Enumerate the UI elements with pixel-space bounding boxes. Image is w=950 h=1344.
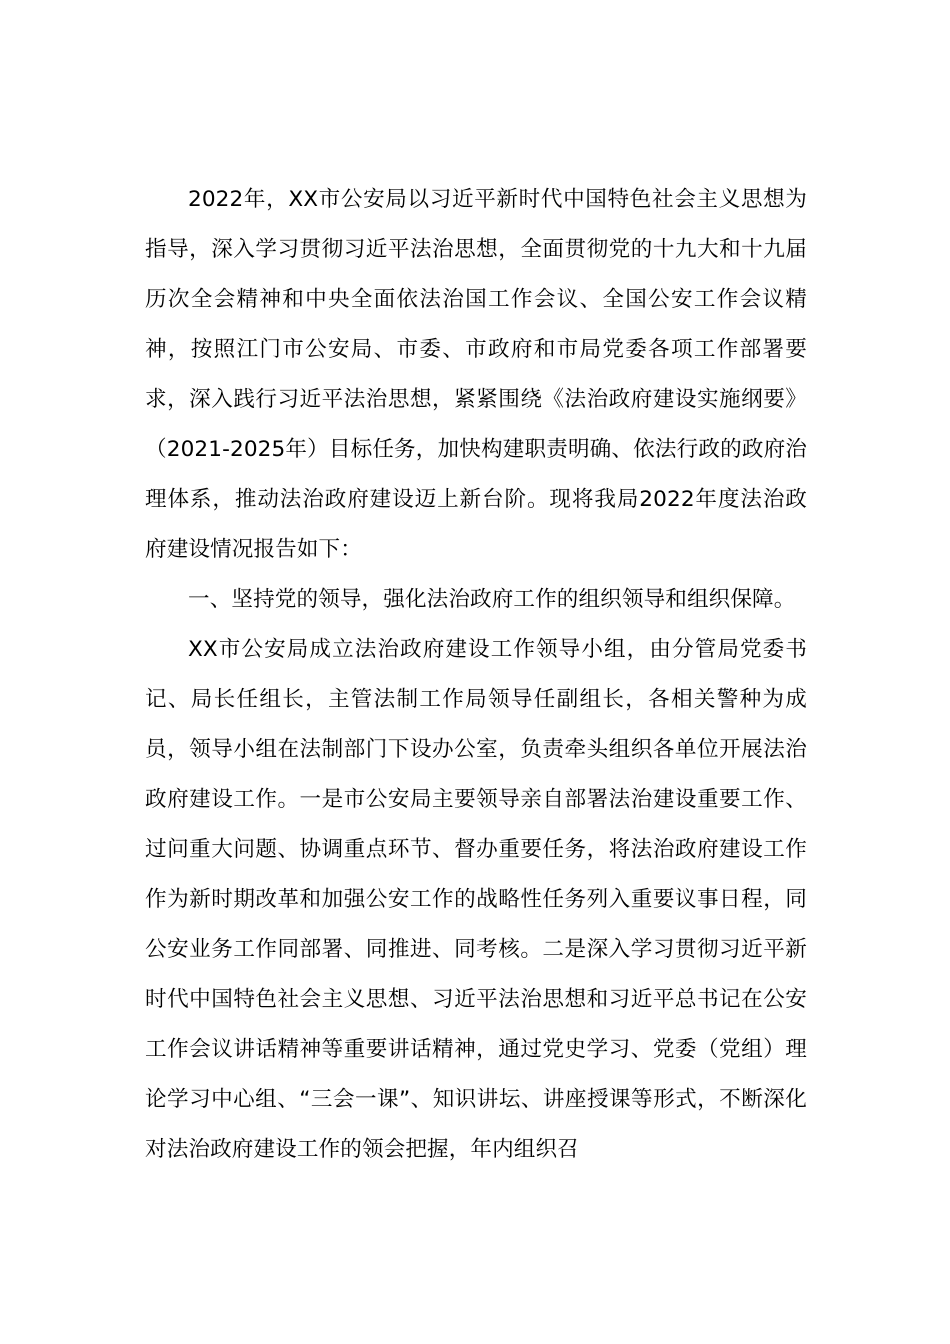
document-body xyxy=(145,175,807,1175)
section-heading: 一、坚持党的领导，强化法治政府工作的组织领导和组织保障。 xyxy=(188,587,796,612)
body-paragraph: XX市公安局成立法治政府建设工作领导小组，由分管局党委书记、局长任组长，主管法制工作局领导任副组长，各相关警种为成员，领导小组在法制部门下设办公室，负责牵头组织各单位开展法治政府建设工作。一是市公安局主要领导亲自部署法治建设重要工作、过问重大问题、协调重点环节、督办重要任务，将法治政府建设工作作为新时期改革和加强公安工作的战略性任务列入重要议事日程，同公安业务工作同部署、同推进、同考核。二是深入学习贯彻习近平新时代中国特色社会主义思想、习近平法治思想和习近平总书记在公安工作会议讲话精神等重要讲话精神，通过党史学习、党委（党组）理论学习中心组、“三会一课”、知识讲坛、讲座授课等形式，不断深化对法治政府建设工作的领会把握，年内组织召 xyxy=(145,637,807,1162)
intro-paragraph: 2022年，XX市公安局以习近平新时代中国特色社会主义思想为指导，深入学习贯彻习近平法治思想，全面贯彻党的十九大和十九届历次全会精神和中央全面依法治国工作会议、全国公安工作会议精神，按照江门市公安局、市委、市政府和市局党委各项工作部署要求，深入践行习近平法治思想，紧紧围绕《法治政府建设实施纲要》（2021-2025年）目标任务，加快构建职责明确、依法行政的政府治理体系，推动法治政府建设迈上新台阶。现将我局2022年度法治政府建设情况报告如下： xyxy=(145,187,807,562)
